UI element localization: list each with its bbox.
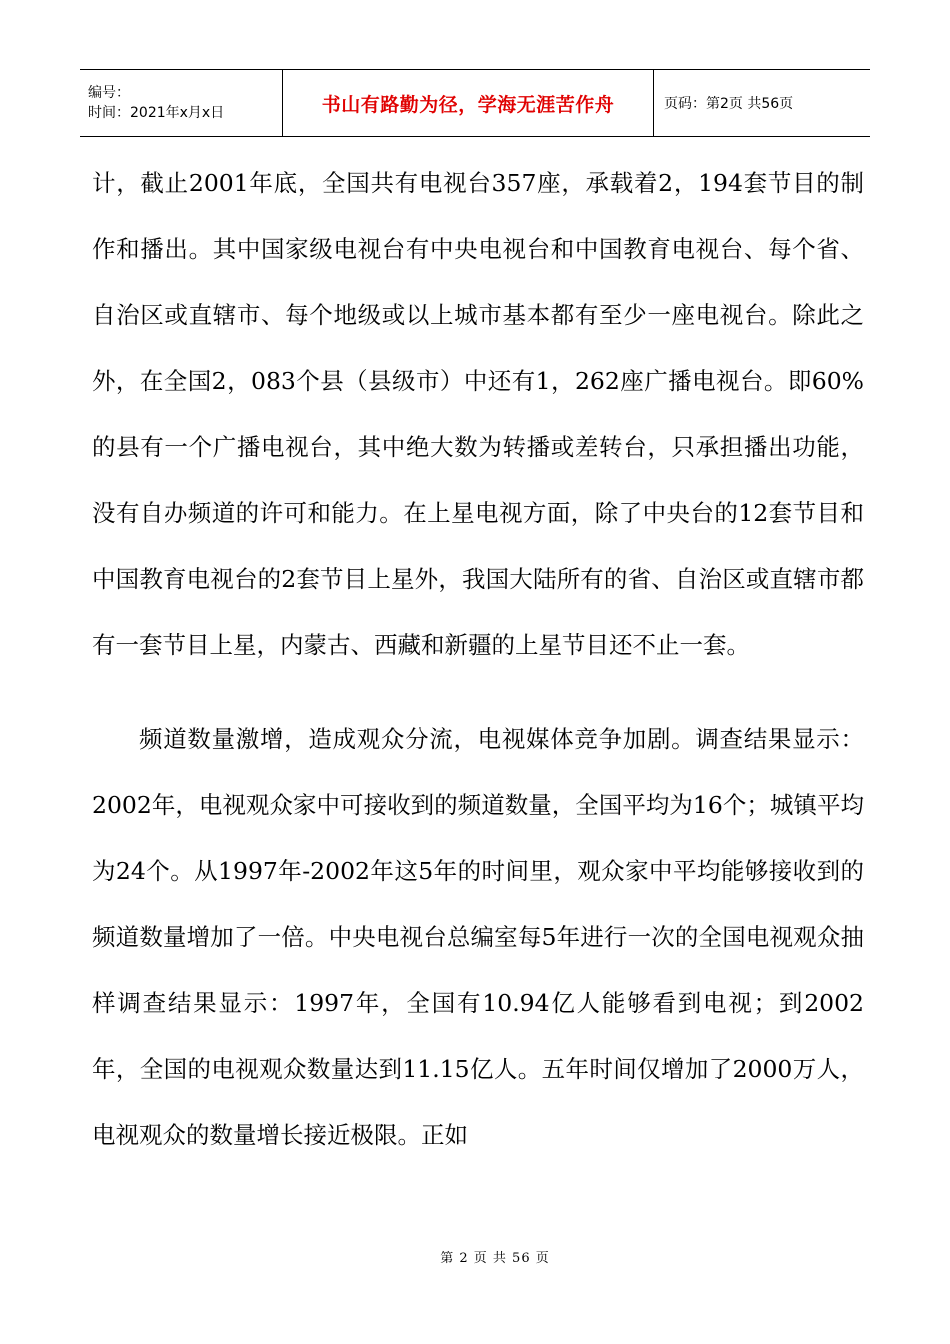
header-page-code: 页码：第2页 共56页	[664, 96, 794, 112]
paragraph-spacer	[92, 678, 864, 706]
document-body	[92, 150, 864, 1168]
document-header	[80, 69, 870, 137]
paragraph-2: 频道数量激增，造成观众分流，电视媒体竞争加剧。调查结果显示：2002年，电视观众家中可接收到的频道数量，全国平均为16个；城镇平均为24个。从1997年-2002年这5年的时间里，观众家中平均能够接收到的频道数量增加了一倍。中央电视台总编室每5年进行一次的全国电视观众抽样调查结果显示：1997年，全国有10.94亿人能够看到电视；到2002年，全国的电视观众数量达到11.15亿人。五年时间仅增加了2000万人，电视观众的数量增长接近极限。正如	[92, 725, 864, 1149]
header-motto-cell	[283, 70, 654, 136]
document-time-label: 时间：2021年x月x日	[88, 105, 225, 121]
header-motto: 书山有路勤为径，学海无涯苦作舟	[321, 93, 615, 116]
header-meta	[80, 70, 283, 136]
header-page-code-cell	[654, 70, 870, 136]
paragraph-1: 计，截止2001年底，全国共有电视台357座，承载着2，194套节目的制作和播出。其中国家级电视台有中央电视台和中国教育电视台、每个省、自治区或直辖市、每个地级或以上城市基本都有至少一座电视台。除此之外，在全国2，083个县（县级市）中还有1，262座广播电视台。即60%的县有一个广播电视台，其中绝大数为转播或差转台，只承担播出功能，没有自办频道的许可和能力。在上星电视方面，除了中央台的12套节目和中国教育电视台的2套节目上星外，我国大陆所有的省、自治区或直辖市都有一套节目上星，内蒙古、西藏和新疆的上星节目还不止一套。	[92, 169, 864, 659]
page-footer: 第 2 页 共 56 页	[440, 1251, 550, 1266]
document-number-label: 编号：	[88, 85, 130, 101]
